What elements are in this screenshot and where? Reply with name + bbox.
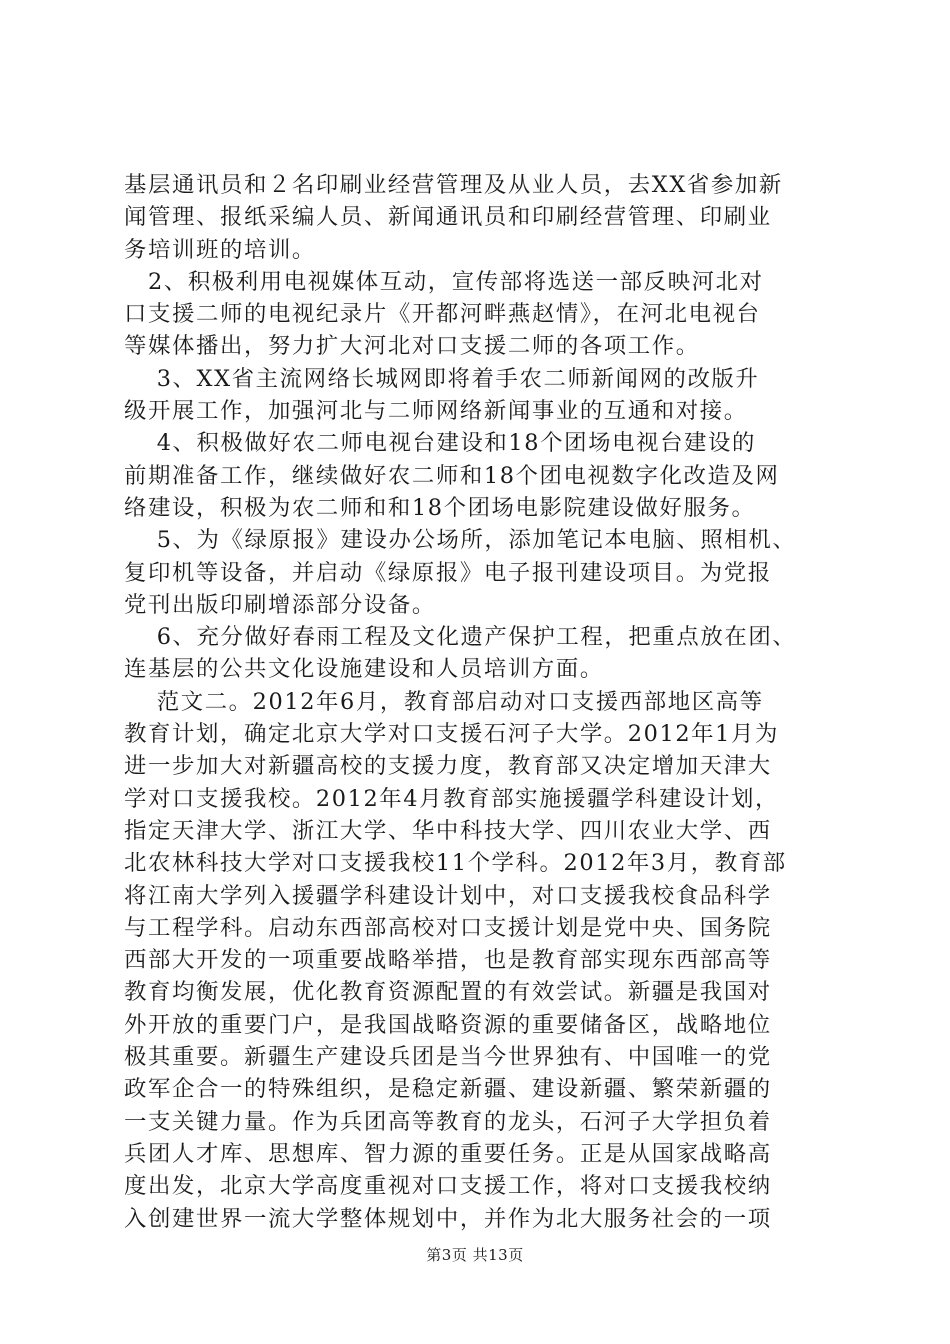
text-line: 一支关键力量。作为兵团高等教育的龙头，石河子大学担负着 [124, 1108, 772, 1135]
text-line: 党刊出版印刷增添部分设备。 [124, 591, 436, 618]
text-line: 外开放的重要门户，是我国战略资源的重要储备区，战略地位 [124, 1011, 772, 1038]
text-line: 北农林科技大学对口支援我校11个学科。2012年3月，教育部 [124, 850, 787, 877]
text-line: 复印机等设备，并启动《绿原报》电子报刊建设项目。为党报 [124, 559, 772, 586]
text-line: 络建设，积极为农二师和和18个团场电影院建设做好服务。 [124, 494, 756, 521]
text-line: 西部大开发的一项重要战略举措，也是教育部实现东西部高等 [124, 947, 772, 974]
text-line: 指定天津大学、浙江大学、华中科技大学、四川农业大学、西 [124, 817, 772, 844]
text-line: 度出发，北京大学高度重视对口支援工作，将对口支援我校纳 [124, 1173, 772, 1200]
text-line: 极其重要。新疆生产建设兵团是当今世界独有、中国唯一的党 [124, 1044, 772, 1071]
text-line: 前期准备工作，继续做好农二师和18个团电视数字化改造及网 [124, 462, 780, 489]
text-line: 入创建世界一流大学整体规划中，并作为北大服务社会的一项 [124, 1205, 772, 1232]
text-line: 连基层的公共文化设施建设和人员培训方面。 [124, 656, 604, 683]
text-line: 教育计划，确定北京大学对口支援石河子大学。2012年1月为 [124, 721, 780, 748]
text-line: 与工程学科。启动东西部高校对口支援计划是党中央、国务院 [124, 914, 772, 941]
page-footer: 第3页 共13页 [426, 1246, 524, 1264]
text-line: 政军企合一的特殊组织，是稳定新疆、建设新疆、繁荣新疆的 [124, 1076, 772, 1103]
text-line: 5、为《绿原报》建设办公场所，添加笔记本电脑、照相机、 [124, 527, 797, 554]
text-line: 学对口支援我校。2012年4月教育部实施援疆学科建设计划， [124, 785, 780, 812]
text-line: 闻管理、报纸采编人员、新闻通讯员和印刷经营管理、印刷业 [124, 204, 772, 231]
text-line: 兵团人才库、思想库、智力源的重要任务。正是从国家战略高 [124, 1140, 772, 1167]
text-line: 6、充分做好春雨工程及文化遗产保护工程，把重点放在团、 [124, 624, 797, 651]
text-line: 等媒体播出，努力扩大河北对口支援二师的各项工作。 [124, 333, 700, 360]
text-line: 将江南大学列入援疆学科建设计划中，对口支援我校食品科学 [124, 882, 772, 909]
text-line: 3、XX省主流网络长城网即将着手农二师新闻网的改版升 [124, 365, 760, 392]
text-line: 口支援二师的电视纪录片《开都河畔燕赵情》，在河北电视台 [124, 301, 761, 328]
text-line: 范文二。2012年6月，教育部启动对口支援西部地区高等 [124, 688, 764, 715]
text-line: 务培训班的培训。 [124, 236, 316, 263]
text-line: 级开展工作，加强河北与二师网络新闻事业的互通和对接。 [124, 398, 748, 425]
document-body [124, 169, 834, 1235]
text-line: 2、积极利用电视媒体互动，宣传部将选送一部反映河北对 [124, 268, 764, 295]
text-line: 4、积极做好农二师电视台建设和18个团场电视台建设的 [124, 430, 757, 457]
text-line: 教育均衡发展，优化教育资源配置的有效尝试。新疆是我国对 [124, 979, 772, 1006]
text-line: 基层通讯员和２名印刷业经营管理及从业人员，去XX省参加新 [124, 172, 783, 198]
text-line: 进一步加大对新疆高校的支援力度，教育部又决定增加天津大 [124, 753, 772, 780]
